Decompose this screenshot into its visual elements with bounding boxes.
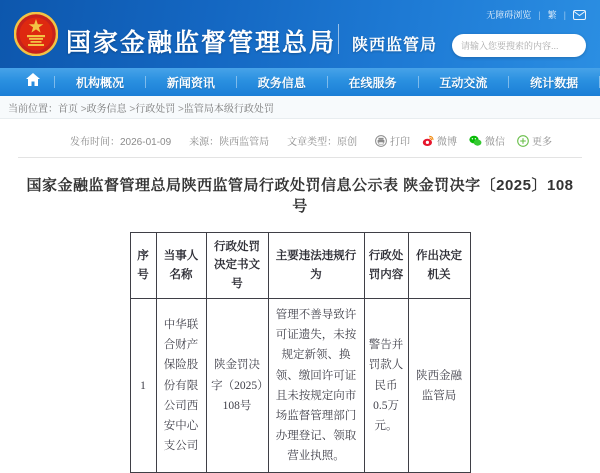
source [189, 133, 269, 148]
share-weibo-button[interactable] [422, 133, 457, 148]
cell-penalty-content: 警告并罚款人民币0.5万元。 [364, 299, 408, 473]
penalty-info-table [130, 232, 471, 473]
col-header-serial: 序号 [130, 233, 156, 299]
breadcrumb-label: 当前位置： [8, 103, 58, 115]
breadcrumb-home[interactable]: 首页 > [58, 100, 87, 115]
publish-time-label: 发布时间： [70, 137, 120, 148]
page-title: 国家金融监督管理总局陕西监管局行政处罚信息公示表 陕金罚决字〔2025〕108号 [26, 177, 574, 215]
print-button[interactable] [375, 133, 410, 148]
search-input[interactable] [452, 34, 586, 57]
article-type-value: 原创 [337, 137, 358, 148]
share-wechat-button[interactable] [469, 133, 505, 148]
breadcrumb [0, 96, 600, 119]
bureau-title: 陕西监管局 [352, 37, 438, 54]
article-type-label: 文章类型： [287, 137, 338, 148]
nav-item-interaction[interactable]: 互动交流 [439, 75, 488, 90]
accessibility-link[interactable]: 无障碍浏览 [486, 10, 532, 20]
article-meta-info [70, 133, 357, 148]
mail-icon[interactable] [573, 10, 586, 20]
traditional-chinese-link[interactable]: 繁 [547, 10, 557, 20]
home-icon [26, 73, 40, 91]
col-header-decision-number: 行政处罚决定书文号 [206, 233, 268, 299]
wechat-label: 微信 [485, 137, 505, 148]
article-meta [18, 119, 582, 158]
breadcrumb-penalty[interactable]: 行政处罚 > [135, 100, 184, 115]
wechat-icon [469, 135, 482, 147]
top-links-separator: | [538, 9, 541, 20]
nav-item-news[interactable]: 新闻资讯 [166, 75, 215, 90]
article-type [287, 133, 357, 148]
cell-serial: 1 [130, 299, 156, 473]
top-utility-links [486, 8, 586, 21]
site-banner [0, 0, 600, 68]
col-header-authority: 作出决定机关 [408, 233, 470, 299]
cell-decision-number: 陕金罚决字（2025）108号 [206, 299, 268, 473]
source-value: 陕西监管局 [219, 137, 270, 148]
nav-item-agency-overview[interactable]: 机构概况 [76, 75, 125, 90]
breadcrumb-current: 监管局本级行政处罚 [183, 103, 274, 115]
search-box [452, 34, 586, 57]
cell-violations: 管理不善导致许可证遗失，未按规定新领、换领、缴回许可证且未按规定向市场监督管理部门办理登记、领取营业执照。 [268, 299, 364, 473]
nav-item-statistics[interactable]: 统计数据 [530, 75, 579, 90]
cell-authority: 陕西金融监管局 [408, 299, 470, 473]
main-nav [0, 68, 600, 96]
national-emblem-logo [14, 12, 58, 56]
weibo-icon [422, 135, 434, 147]
article-actions [375, 133, 552, 148]
table-row [130, 299, 470, 473]
col-header-penalty-content: 行政处罚内容 [364, 233, 408, 299]
nav-item-online-services[interactable]: 在线服务 [348, 75, 397, 90]
top-links-separator: | [563, 9, 566, 20]
table-header-row [130, 233, 470, 299]
nav-item-gov-info[interactable]: 政务信息 [257, 75, 306, 90]
breadcrumb-gov-info[interactable]: 政务信息 > [87, 100, 136, 115]
cell-party-name: 中华联合财产保险股份有限公司西安中心支公司 [156, 299, 206, 473]
source-label: 来源： [189, 137, 220, 148]
publish-time [70, 133, 171, 148]
col-header-violations: 主要违法违规行为 [268, 233, 364, 299]
more-label: 更多 [532, 137, 552, 148]
nav-home-button[interactable] [12, 68, 54, 96]
publish-time-value: 2026-01-09 [120, 137, 172, 148]
col-header-party-name: 当事人名称 [156, 233, 206, 299]
site-title: 国家金融监督管理总局 [66, 29, 337, 57]
banner-divider [338, 24, 339, 54]
print-icon [375, 135, 387, 147]
print-label: 打印 [390, 137, 410, 148]
more-share-button[interactable] [517, 133, 552, 148]
weibo-label: 微博 [437, 137, 457, 148]
more-icon [517, 135, 529, 147]
